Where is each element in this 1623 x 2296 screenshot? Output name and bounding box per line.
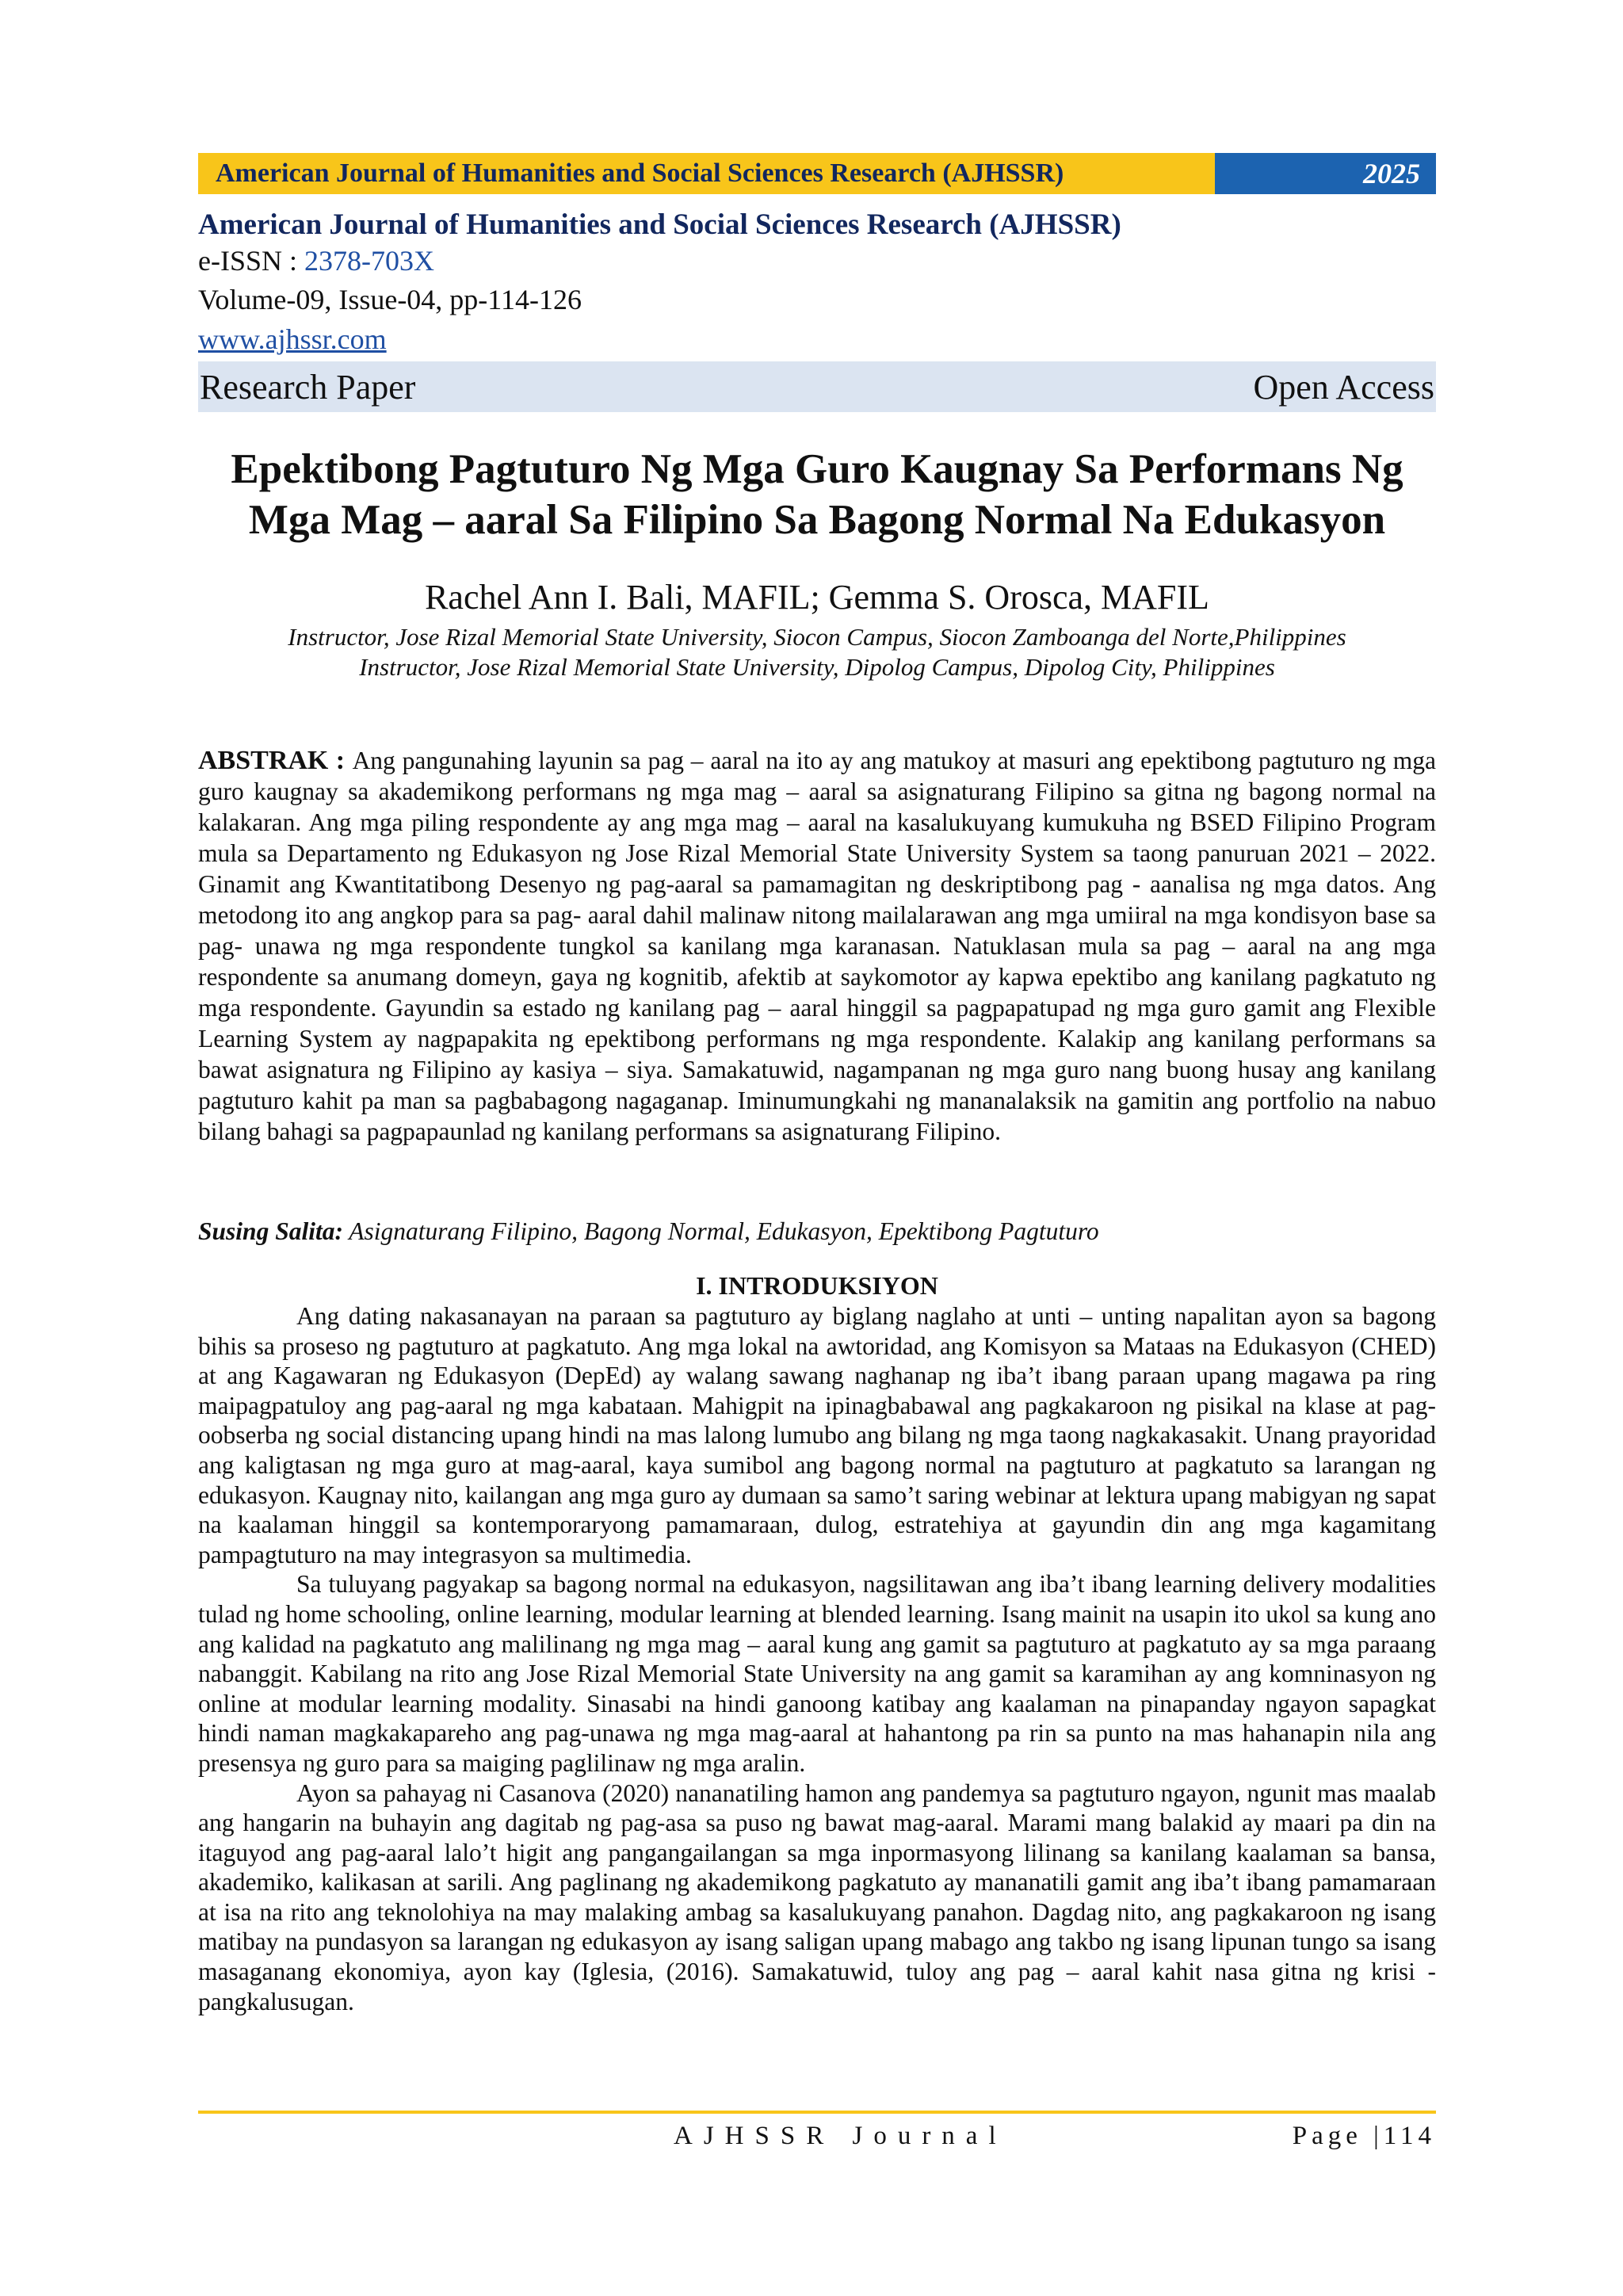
journal-banner — [198, 153, 1436, 194]
access-type: Open Access — [1253, 367, 1434, 407]
abstract-label: ABSTRAK : — [198, 746, 353, 775]
article-title — [198, 444, 1436, 545]
section-body — [198, 1301, 1436, 2016]
issn-value: 2378-703X — [304, 245, 434, 277]
banner-year: 2025 — [1363, 158, 1420, 189]
paragraph-2: Sa tuluyang pagyakap sa bagong normal na edukasyon, nagsilitawan ang iba’t ibang learning delivery modalities tulad ng home schooling, online learning, modular learning at blended learning. Isang mainit na usapin ito ukol sa kung ano ang kalidad na pagkatuto ang malilinang ng mga mag – aaral kung ang gamit sa pagtuturo at pagkatuto ay sa mga paraang nabanggit. Kabilang na rito ang Jose Rizal Memorial State University na ang gamit sa karamihan ay ang komninasyon ng online at modular learning modality. Sinasabi na hindi ganoong katibay ang kaalaman na pinapanday ngayon sapagkat hindi naman magkakapareho ang pag-unawa ng mga mag-aaral at hahantong pa rin sa punto na mas hahanapin nila ang presensya ng guro para sa maiging paglilinaw ng mga aralin. — [198, 1570, 1436, 1777]
abstract — [198, 745, 1436, 1147]
authors: Rachel Ann I. Bali, MAFIL; Gemma S. Orosca, MAFIL — [425, 578, 1209, 617]
section-heading: I. INTRODUKSIYON — [696, 1271, 938, 1300]
paragraph-3: Ayon sa pahayag ni Casanova (2020) nananatiling hamon ang pandemya sa pagtuturo ngayon, ngunit mas maalab ang hangarin na buhayin ang dagitab ng pag-asa sa puso ng bawat mag-aaral. Marami mang balakid ay maari pa din na itaguyod ang pag-aaral lalo’t higit ang pangangailangan sa mga inpormasyong lilinang sa kanilang kaalaman sa bansa, akademiko, kalikasan at sarili. Ang paglinang ng akademikong pagkatuto ay mananatili gamit ang iba’t ibang pamamaraan at isa na rito ang teknolohiya na may malaking ambag sa kasalukuyang panahon. Dagdag nito, ang pagkakaroon ng isang matibay na pundasyon sa larangan ng edukasyon ay isang saligan upang mabago ang takbo ng isang lipunan tungo sa isang masaganang ekonomiya, ayon kay (Iglesia, (2016). Samakatuwid, tuloy ang pag – aaral kahit nasa gitna ng krisi - pangkalusugan. — [198, 1778, 1436, 2015]
issn-line — [198, 244, 434, 277]
affiliation-1: Instructor, Jose Rizal Memorial State University, Siocon Campus, Siocon Zamboanga del Norte,Philippines — [288, 623, 1346, 651]
keywords-label: Susing Salita: — [198, 1217, 343, 1245]
footer-page-number: Page |114 — [1292, 2122, 1436, 2150]
keywords-text: Asignaturang Filipino, Bagong Normal, Edukasyon, Epektibong Pagtuturo — [342, 1217, 1099, 1245]
footer-rule — [198, 2111, 1436, 2114]
abstract-text: Ang pangunahing layunin sa pag – aaral na ito ay ang matukoy at masuri ang epektibong pagtuturo ng mga guro kaugnay sa akademikong performans ng mga mag – aaral sa asignaturang Filipino sa gitna ng bagong normal na kalakaran. Ang mga piling respondente ay ang mga mag – aaral na kasalukuyang kumukuha ng BSED Filipino Program mula sa Departamento ng Edukasyon ng Jose Rizal Memorial State University System sa taong panuruan 2021 – 2022. Ginamit ang Kwantitatibong Desenyo ng pag-aaral sa pamamagitan ng deskriptibong pag - aanalisa ng mga datos. Ang metodong ito ang angkop para sa pag- aaral dahil malinaw nitong mailalarawan ang mga umiiral na mga kondisyon base sa pag- unawa ng mga respondente tungkol sa kanilang mga karanasan. Natuklasan mula sa pag – aaral na ang mga respondente sa anumang domeyn, gaya ng kognitib, afektib at saykomotor ay kapwa epektibo ang kanilang pagkatuto ng mga respondente. Gayundin sa estado ng kanilang pag – aaral hinggil sa pagpapatupad ng mga guro gamit ang Flexible Learning System ay nagpapakita ng epektibong performans ng mga respondente. Kalakip ang kanilang performans sa bawat asignatura ng Filipino ay kasiya – siya. Samakatuwid, nagampanan ng mga guro nang buong husay ang kanilang pagtuturo kahit pa man sa pagbabagong nagaganap. Iminumungkahi ng mananalaksik na gamitin ang portfolio na nabuo bilang bahagi sa pagpapaunlad ng kanilang performans sa asignaturang Filipino. — [198, 747, 1436, 1145]
affiliation-2: Instructor, Jose Rizal Memorial State University, Dipolog Campus, Dipolog City, Philippines — [359, 653, 1275, 681]
keywords — [198, 1217, 1436, 1246]
issn-label: e-ISSN : — [198, 245, 304, 277]
title-line-2: Mga Mag – aaral Sa Filipino Sa Bagong Normal Na Edukasyon — [248, 497, 1386, 543]
website-link[interactable]: www.ajhssr.com — [198, 323, 387, 355]
paper-type: Research Paper — [200, 367, 416, 407]
journal-name: American Journal of Humanities and Social Sciences Research (AJHSSR) — [198, 208, 1121, 241]
banner-journal-title: American Journal of Humanities and Social Sciences Research (AJHSSR) — [216, 159, 1064, 188]
volume-line: Volume-09, Issue-04, pp-114-126 — [198, 284, 582, 315]
banner-year-block — [1215, 153, 1436, 194]
paragraph-1: Ang dating nakasanayan na paraan sa pagtuturo ay biglang naglaho at unti – unting napalitan ayon sa bagong bihis sa proseso ng pagtuturo at pagkatuto. Ang mga lokal na awtoridad, ang Komisyon sa Mataas na Edukasyon (CHED) at ang Kagawaran ng Edukasyon (DepEd) ay walang sawang naghanap ng iba’t ibang paraan upang magawa pa ring maipagpatuloy ang pag-aaral ng mga kabataan. Mahigpit na ipinagbabawal ang pagkakaroon ng pisikal na klase at pag-oobserba ng social distancing upang hindi na mas lalong lumubo ang bilang ng mga taong nagkakasakit. Unang prayoridad ang kaligtasan ng mga guro at mag-aaral, kaya sumibol ang bagong normal na pagtuturo at pagkatuto sa larangan ng edukasyon. Kaugnay nito, kailangan ang mga guro ay dumaan sa samo’t saring webinar at lektura upang mabigyan ng sapat na kaalaman hinggil sa kontemporaryong pamamaraan, dulog, estratehiya at gayundin din ang mga kagamitang pampagtuturo na may integrasyon sa multimedia. — [198, 1302, 1436, 1568]
banner-journal-block — [198, 153, 1215, 194]
title-line-1: Epektibong Pagtuturo Ng Mga Guro Kaugnay Sa Performans Ng — [231, 446, 1403, 492]
footer-journal: AJHSSR Journal — [674, 2122, 1007, 2150]
paper-type-bar — [198, 361, 1436, 412]
